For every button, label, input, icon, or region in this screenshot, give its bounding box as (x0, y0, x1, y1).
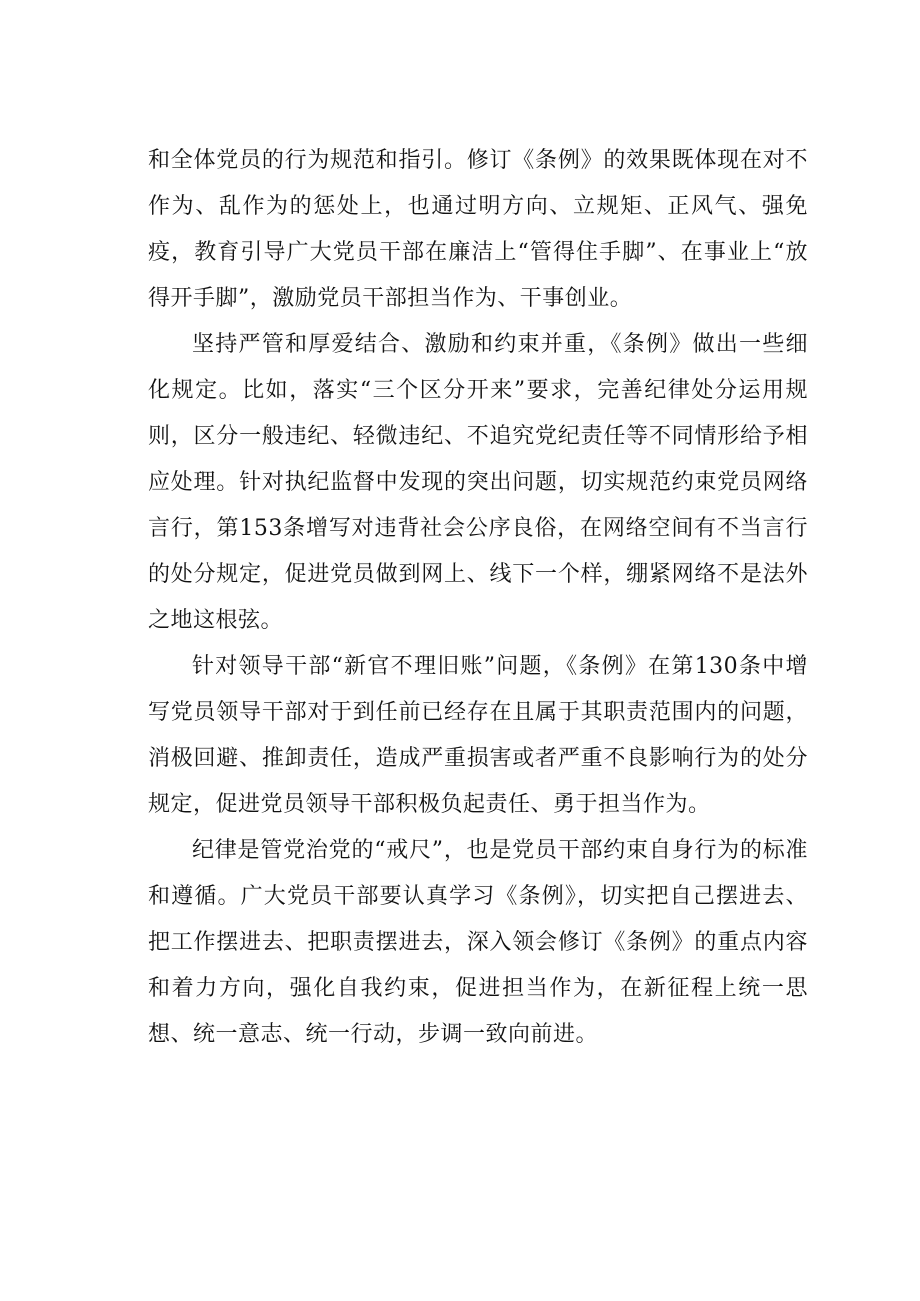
paragraph-continuation: 和全体党员的行为规范和指引。修订《条例》的效果既体现在对不作为、乱作为的惩处上，也通过明方向、立规矩、正风气、强免疫，教育引导广大党员干部在廉洁上“管得住手脚”、在事业上“放得开手脚”，激励党员干部担当作为、干事创业。 (148, 148, 808, 311)
document-body (148, 138, 808, 1058)
paragraph-strict-management: 坚持严管和厚爱结合、激励和约束并重，《条例》做出一些细化规定。比如，落实“三个区分开来”要求，完善纪律处分运用规则，区分一般违纪、轻微违纪、不追究党纪责任等不同情形给予相应处理。针对执纪监督中发现的突出问题，切实规范约束党员网络言行，第153条增写对违背社会公序良俗，在网络空间有不当言行的处分规定，促进党员做到网上、线下一个样，绷紧网络不是法外之地这根弦。 (148, 332, 808, 633)
paragraph-discipline-ruler: 纪律是管党治党的“戒尺”，也是党员干部约束自身行为的标准和遵循。广大党员干部要认真学习《条例》，切实把自己摆进去、把工作摆进去、把职责摆进去，深入领会修订《条例》的重点内容和着力方向，强化自我约束，促进担当作为，在新征程上统一思想、统一意志、统一行动，步调一致向前进。 (148, 838, 808, 1047)
paragraph-leading-cadres: 针对领导干部“新官不理旧账”问题，《条例》在第130条中增写党员领导干部对于到任前已经存在且属于其职责范围内的问题，消极回避、推卸责任，造成严重损害或者严重不良影响行为的处分规定，促进党员领导干部积极负起责任、勇于担当作为。 (148, 654, 808, 817)
